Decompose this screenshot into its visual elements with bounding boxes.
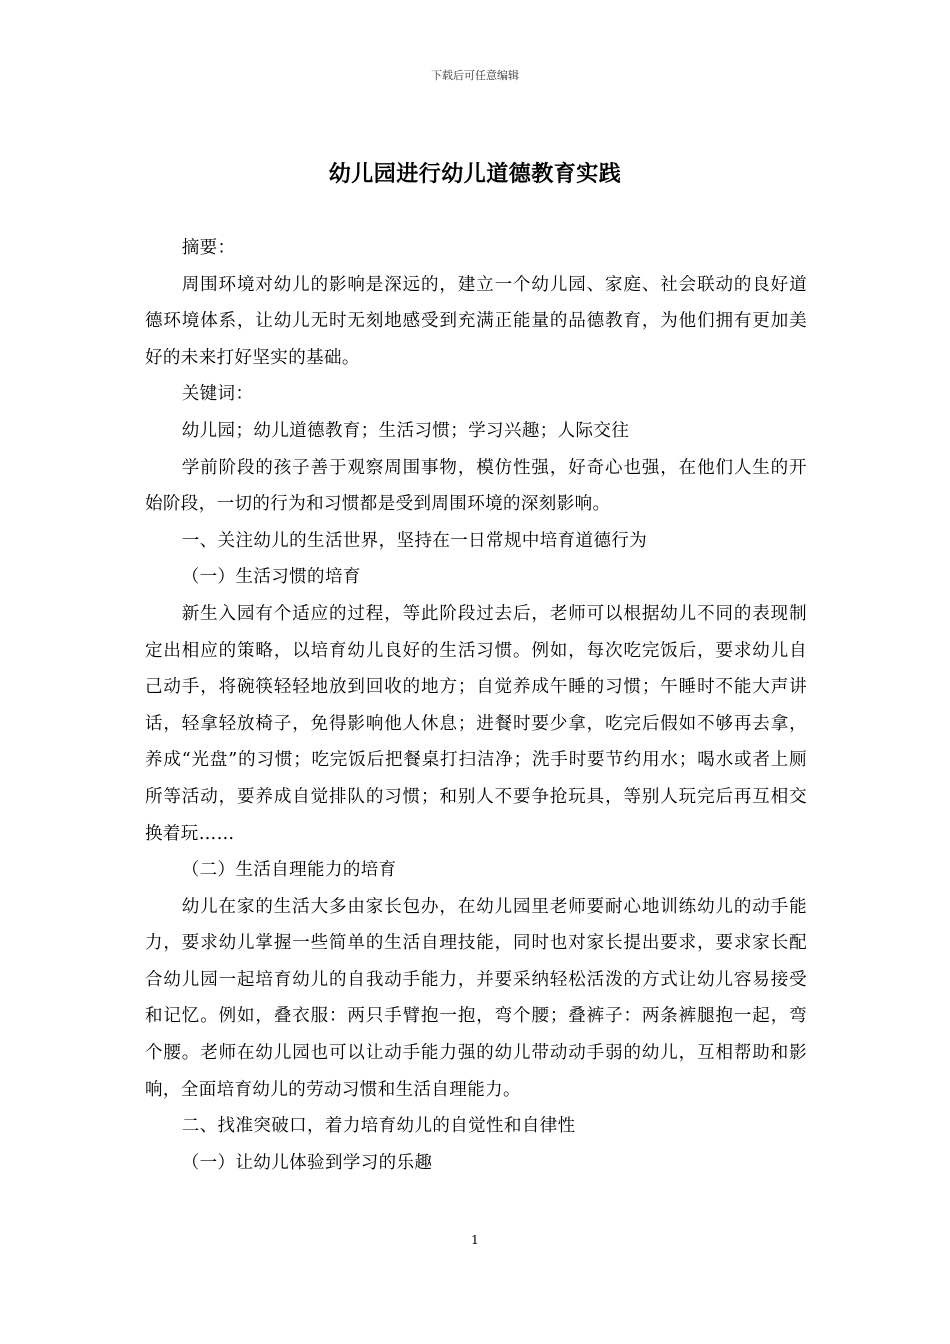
document-body	[145, 230, 807, 1181]
page-number: 1	[471, 1233, 479, 1247]
keywords-label: 关键词：	[181, 384, 254, 405]
intro-paragraph: 学前阶段的孩子善于观察周围事物，模仿性强，好奇心也强，在他们人生的开始阶段，一切的行为和习惯都是受到周围环境的深刻影响。	[145, 457, 807, 515]
subsection-heading-1-2: （二）生活自理能力的培育	[181, 860, 397, 881]
page-header: 下载后可任意编辑	[431, 69, 519, 82]
keywords-text: 幼儿园；幼儿道德教育；生活习惯；学习兴趣；人际交往	[181, 420, 630, 441]
subsection-heading-2-1: （一）让幼儿体验到学习的乐趣	[181, 1152, 433, 1173]
body-paragraph-habits: 新生入园有个适应的过程，等此阶段过去后，老师可以根据幼儿不同的表现制定出相应的策略，以培育幼儿良好的生活习惯。例如，每次吃完饭后，要求幼儿自己动手，将碗筷轻轻地放到回收的地方；自觉养成午睡的习惯；午睡时不能大声讲话，轻拿轻放椅子，免得影响他人休息；进餐时要少拿，吃完后假如不够再去拿，养成“光盘”的习惯；吃完饭后把餐桌打扫洁净；洗手时要节约用水；喝水或者上厕所等活动，要养成自觉排队的习惯；和别人不要争抢玩具，等别人玩完后再互相交换着玩……	[145, 603, 807, 844]
body-paragraph-self-care: 幼儿在家的生活大多由家长包办，在幼儿园里老师要耐心地训练幼儿的动手能力，要求幼儿掌握一些简单的生活自理技能，同时也对家长提出要求，要求家长配合幼儿园一起培育幼儿的自我动手能力，并要采纳轻松活泼的方式让幼儿容易接受和记忆。例如，叠衣服：两只手臂抱一抱，弯个腰；叠裤子：两条裤腿抱一起，弯个腰。老师在幼儿园也可以让动手能力强的幼儿带动动手弱的幼儿，互相帮助和影响，全面培育幼儿的劳动习惯和生活自理能力。	[145, 896, 807, 1100]
abstract-text: 周围环境对幼儿的影响是深远的，建立一个幼儿园、家庭、社会联动的良好道德环境体系，让幼儿无时无刻地感受到充满正能量的品德教育，为他们拥有更加美好的未来打好坚实的基础。	[145, 274, 807, 368]
document-title: 幼儿园进行幼儿道德教育实践	[328, 161, 622, 187]
section-heading-1: 一、关注幼儿的生活世界，坚持在一日常规中培育道德行为	[181, 530, 648, 551]
abstract-label: 摘要：	[181, 238, 236, 258]
section-heading-2: 二、找准突破口，着力培育幼儿的自觉性和自律性	[181, 1116, 576, 1137]
subsection-heading-1-1: （一）生活习惯的培育	[181, 567, 361, 588]
